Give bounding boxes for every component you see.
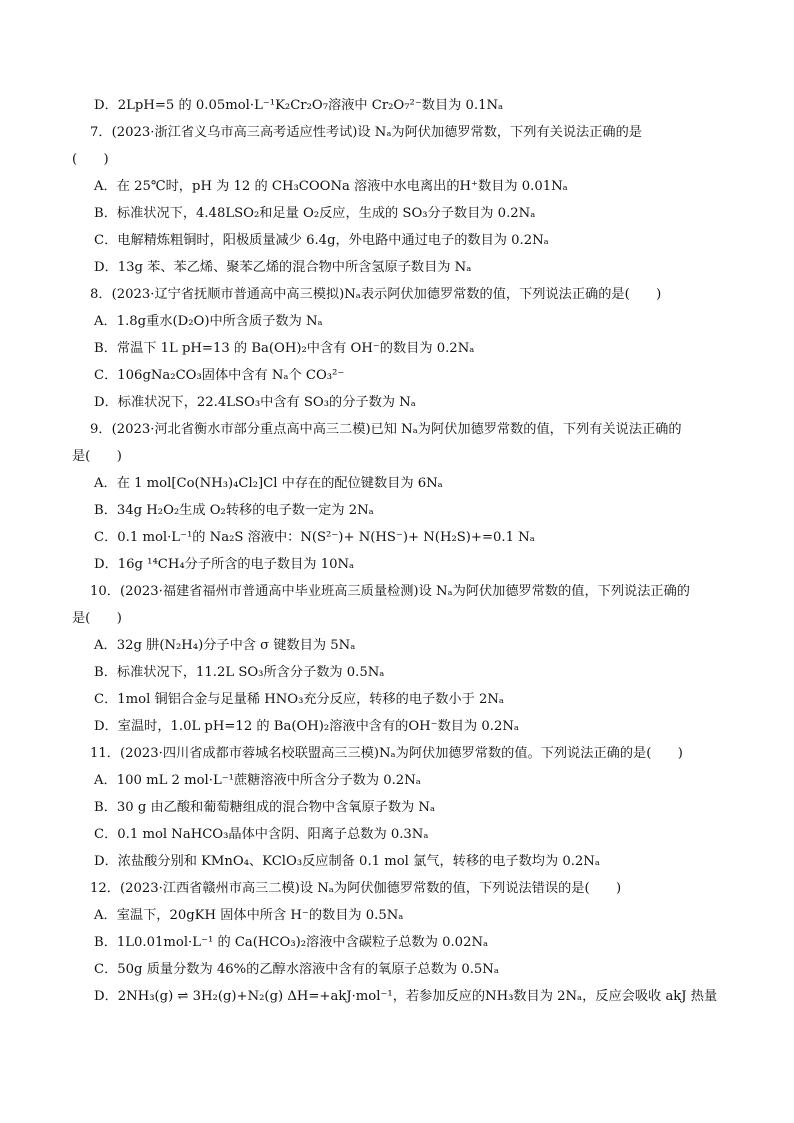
q7-option-a: A．在 25℃时，pH 为 12 的 CH₃COONa 溶液中水电离出的H⁺数目为 0.01Nₐ — [94, 179, 568, 194]
q12-option-a: A．室温下，20gKH 固体中所含 H⁻的数目为 0.5Nₐ — [94, 908, 404, 923]
q10-option-c: C．1mol 铜铝合金与足量稀 HNO₃充分反应，转移的电子数小于 2Nₐ — [94, 692, 504, 707]
q7-option-d: D．13g 苯、苯乙烯、聚苯乙烯的混合物中所含氢原子数目为 Nₐ — [94, 260, 472, 275]
q8-stem: 8．(2023·辽宁省抚顺市普通高中高三模拟)Nₐ表示阿伏加德罗常数的值，下列说法正确的是( ) — [90, 287, 662, 302]
q8-option-a: A．1.8g重水(D₂O)中所含质子数为 Nₐ — [94, 314, 323, 329]
q9-option-b: B．34g H₂O₂生成 O₂转移的电子数一定为 2Nₐ — [94, 503, 374, 518]
q9-stem: 9．(2023·河北省衡水市部分重点高中高三二模)已知 Nₐ为阿伏加德罗常数的值，下列有关说法正确的 — [90, 422, 682, 437]
q10-option-a: A．32g 肼(N₂H₄)分子中含 σ 键数目为 5Nₐ — [94, 638, 356, 653]
q11-option-b: B．30 g 由乙酸和葡萄糖组成的混合物中含氧原子数为 Nₐ — [94, 800, 436, 815]
q7-option-b: B．标准状况下，4.48LSO₂和足量 O₂反应，生成的 SO₃分子数目为 0.2Nₐ — [94, 206, 536, 221]
q8-option-c: C．106gNa₂CO₃固体中含有 Nₐ个 CO₃²⁻ — [94, 368, 345, 383]
q8-option-d: D．标准状况下，22.4LSO₃中含有 SO₃的分子数为 Nₐ — [94, 395, 416, 410]
q7-stem-cont: ( ) — [72, 152, 109, 167]
q10-option-b: B．标准状况下，11.2L SO₃所含分子数为 0.5Nₐ — [94, 665, 385, 680]
q7-option-c: C．电解精炼粗铜时，阳极质量减少 6.4g，外电路中通过电子的数目为 0.2Nₐ — [94, 233, 549, 248]
q12-stem: 12．(2023·江西省赣州市高三二模)设 Nₐ为阿伏伽德罗常数的值，下列说法错误的是( ) — [90, 881, 622, 896]
q6-option-d: D．2LpH=5 的 0.05mol·L⁻¹K₂Cr₂O₇溶液中 Cr₂O₇²⁻数目为 0.1Nₐ — [94, 98, 504, 113]
q12-option-c: C．50g 质量分数为 46%的乙醇水溶液中含有的氧原子总数为 0.5Nₐ — [94, 962, 499, 977]
q12-option-d: D．2NH₃(g) ⇌ 3H₂(g)+N₂(g) ΔH=+akJ·mol⁻¹，若参加反应的NH₃数目为 2Nₐ，反应会吸收 akJ 热量 — [94, 989, 718, 1004]
q11-option-a: A．100 mL 2 mol·L⁻¹蔗糖溶液中所含分子数为 0.2Nₐ — [94, 773, 421, 788]
q10-stem-cont: 是( ) — [72, 611, 122, 626]
q12-option-b: B．1L0.01mol·L⁻¹ 的 Ca(HCO₃)₂溶液中含碳粒子总数为 0.02Nₐ — [94, 935, 489, 950]
q11-stem: 11．(2023·四川省成都市蓉城名校联盟高三三模)Nₐ为阿伏加德罗常数的值。下列说法正确的是( ) — [90, 746, 683, 761]
q10-option-d: D．室温时，1.0L pH=12 的 Ba(OH)₂溶液中含有的OH⁻数目为 0.2Nₐ — [94, 719, 519, 734]
q9-option-d: D．16g ¹⁴CH₄分子所含的电子数目为 10Nₐ — [94, 557, 355, 572]
q10-stem: 10．(2023·福建省福州市普通高中毕业班高三质量检测)设 Nₐ为阿伏加德罗常数的值，下列说法正确的 — [90, 584, 690, 599]
q8-option-b: B．常温下 1L pH=13 的 Ba(OH)₂中含有 OH⁻的数目为 0.2Nₐ — [94, 341, 475, 356]
q11-option-c: C．0.1 mol NaHCO₃晶体中含阴、阳离子总数为 0.3Nₐ — [94, 827, 429, 842]
q9-option-a: A．在 1 mol[Co(NH₃)₄Cl₂]Cl 中存在的配位键数目为 6Nₐ — [94, 476, 443, 491]
q7-stem: 7．(2023·浙江省义乌市高三高考适应性考试)设 Nₐ为阿伏加德罗常数，下列有关说法正确的是 — [90, 125, 642, 140]
q9-option-c: C．0.1 mol·L⁻¹的 Na₂S 溶液中：N(S²⁻)+ N(HS⁻)+ N(H₂S)+=0.1 Nₐ — [94, 530, 535, 545]
q11-option-d: D．浓盐酸分别和 KMnO₄、KClO₃反应制备 0.1 mol 氯气，转移的电子数均为 0.2Nₐ — [94, 854, 600, 869]
q9-stem-cont: 是( ) — [72, 449, 122, 464]
